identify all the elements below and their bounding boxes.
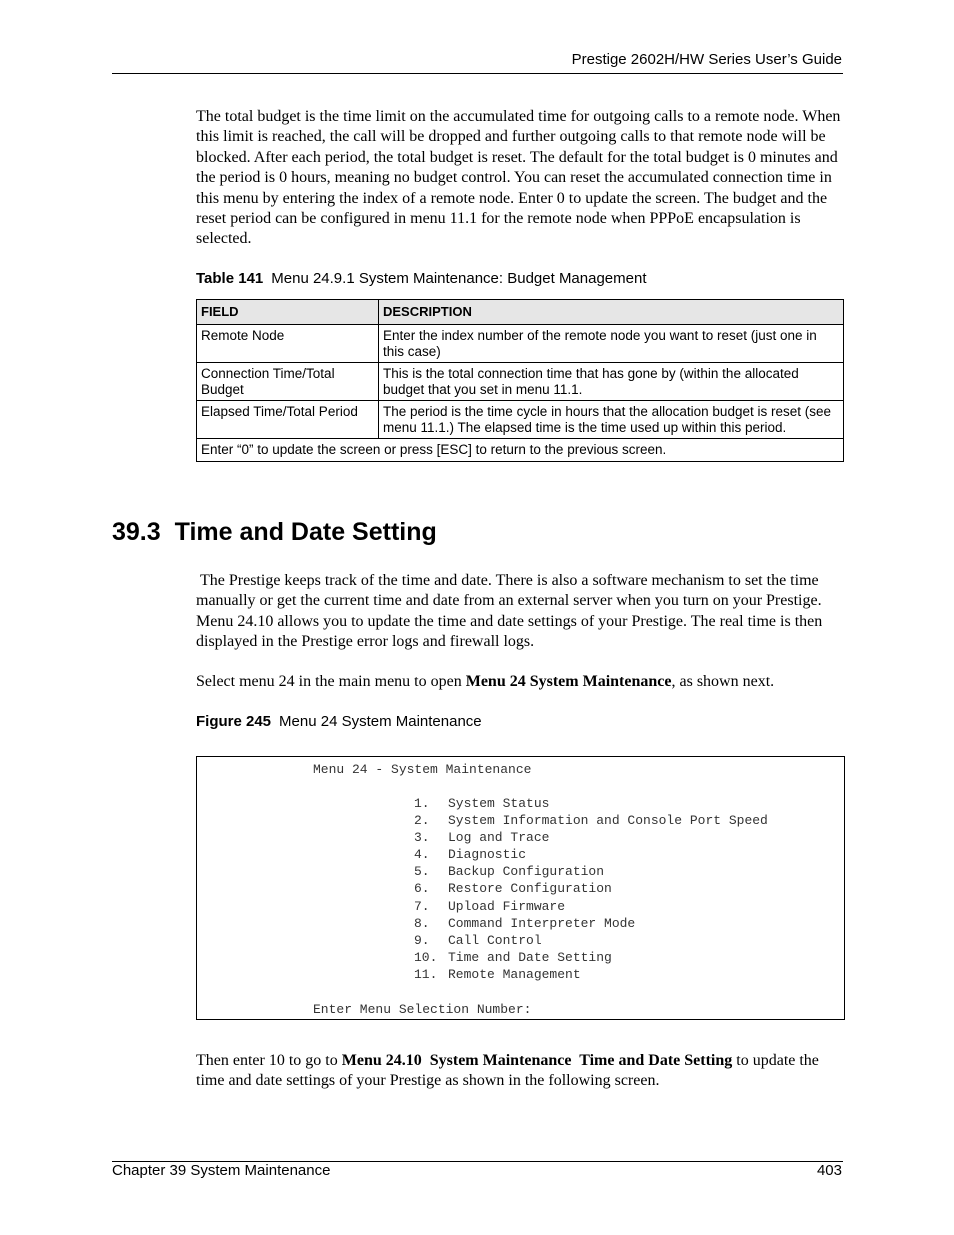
figure-caption: [196, 713, 482, 730]
menu-item-number: 8.: [414, 916, 430, 931]
menu-item-label: System Information and Console Port Speed: [448, 813, 768, 828]
header-description: DESCRIPTION: [379, 300, 844, 325]
table-header-row: [197, 300, 844, 325]
menu-item-number: 11.: [414, 967, 438, 982]
menu-item-number: 5.: [414, 864, 430, 879]
table-row: [197, 401, 844, 439]
footer-chapter: Chapter 39 System Maintenance: [112, 1162, 331, 1179]
menu-screen: [196, 756, 845, 1020]
table-row: [197, 363, 844, 401]
menu-item-number: 3.: [414, 830, 430, 845]
menu-item-label: Time and Date Setting: [448, 950, 612, 965]
table-footer-row: [197, 439, 844, 462]
section-heading: [112, 518, 437, 547]
section-title: Time and Date Setting: [174, 518, 437, 546]
final-text-bold: Menu 24.10 System Maintenance Time and Date Setting: [341, 1052, 733, 1069]
table-row: [197, 325, 844, 363]
menu-item-label: Upload Firmware: [448, 899, 566, 914]
menu-item-label: Log and Trace: [448, 830, 550, 845]
table-footer-note: Enter “0” to update the screen or press [ESC] to return to the previous screen.: [197, 439, 844, 462]
row-description: The period is the time cycle in hours that the allocation budget is reset (see menu 11.1.) The elapsed time is the time used up within this period.: [379, 401, 844, 439]
select-text-bold: Menu 24 System Maintenance: [465, 673, 672, 690]
intro-paragraph: The total budget is the time limit on the accumulated time for outgoing calls to a remote node. When this limit is reached, the call will be dropped and further outgoing calls to that remote node will be blocked. After each period, the total budget is reset. The default for the total budget is 0 minutes and the period is 0 hours, meaning no budget control. You can reset the accumulated connection time in this menu by entering the index of a remote node. Enter 0 to update the screen. The budget and the reset period can be configured in menu 11.1 for the remote node when PPPoE encapsulation is selected.: [196, 108, 841, 248]
menu-item-label: Restore Configuration: [448, 881, 612, 896]
menu-title: Menu 24 - System Maintenance: [313, 762, 532, 777]
footer-page-number: 403: [816, 1162, 842, 1179]
header-field: FIELD: [197, 300, 379, 325]
final-text-after: to update the time and date settings of your Prestige as shown in the following screen.: [196, 1052, 819, 1090]
row-field: Remote Node: [197, 325, 379, 363]
figure-caption-text: Menu 24 System Maintenance: [279, 713, 482, 730]
menu-item-number: 2.: [414, 813, 430, 828]
section-paragraph: The Prestige keeps track of the time and date. There is also a software mechanism to set the time manually or get the current time and date from an external server when you turn on your Prestige. Menu 24.10 allows you to update the time and date settings of your Prestige. The real time is then displayed in the Prestige error logs and firewall logs.: [196, 572, 827, 651]
row-field: Elapsed Time/Total Period: [197, 401, 379, 439]
menu-item-label: Diagnostic: [448, 847, 527, 862]
menu-prompt: Enter Menu Selection Number:: [313, 1002, 532, 1017]
menu-item-number: 4.: [414, 847, 430, 862]
row-field: Connection Time/Total Budget: [197, 363, 379, 401]
table-caption: [196, 270, 647, 287]
menu-item-label: Backup Configuration: [448, 864, 605, 879]
row-description: Enter the index number of the remote node you want to reset (just one in this case): [379, 325, 844, 363]
figure-caption-label: Figure 245: [196, 713, 272, 730]
menu-item-number: 1.: [414, 796, 430, 811]
final-text-before: Then enter 10 to go to: [196, 1052, 342, 1069]
menu-item-number: 7.: [414, 899, 430, 914]
section-number: 39.3: [112, 518, 161, 546]
menu-item-label: Remote Management: [448, 967, 581, 982]
budget-table: [196, 299, 844, 462]
header-rule: [112, 73, 843, 74]
menu-item-number: 9.: [414, 933, 430, 948]
final-paragraph: [196, 1051, 846, 1092]
table-caption-text: Menu 24.9.1 System Maintenance: Budget Management: [271, 270, 647, 287]
menu-item-number: 10.: [414, 950, 438, 965]
select-paragraph: [196, 672, 846, 692]
select-text-after: , as shown next.: [671, 673, 775, 690]
header-title: Prestige 2602H/HW Series User’s Guide: [571, 51, 842, 68]
select-text-before: Select menu 24 in the main menu to open: [196, 673, 466, 690]
menu-item-label: System Status: [448, 796, 550, 811]
menu-item-label: Command Interpreter Mode: [448, 916, 636, 931]
row-description: This is the total connection time that has gone by (within the allocated budget that you set in menu 11.1.: [379, 363, 844, 401]
menu-item-label: Call Control: [448, 933, 542, 948]
menu-item-number: 6.: [414, 881, 430, 896]
table-caption-label: Table 141: [196, 270, 264, 287]
